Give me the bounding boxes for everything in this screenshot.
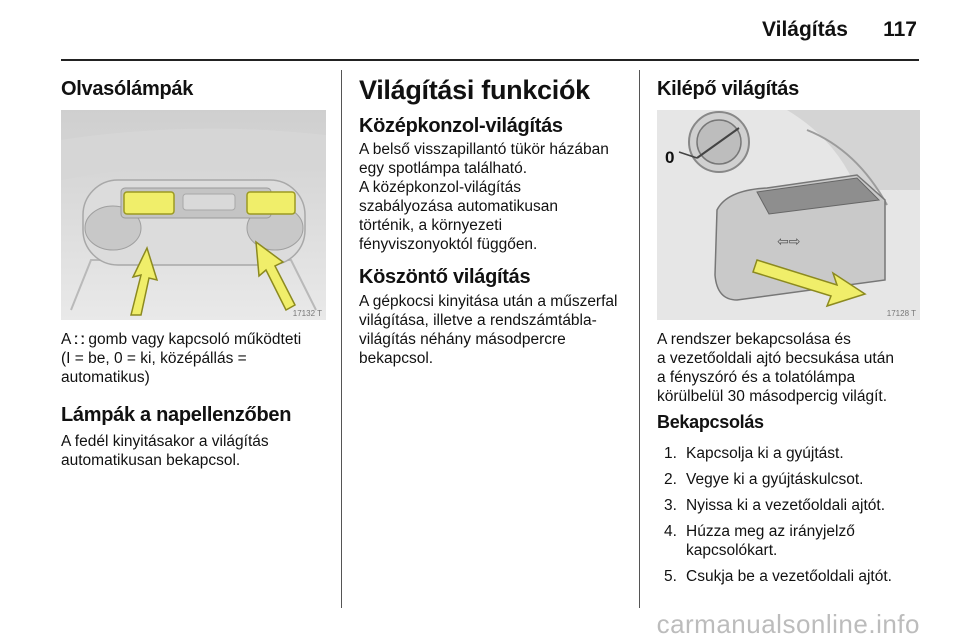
page-number: 117 [883, 18, 917, 41]
exit-lighting-figure [657, 110, 920, 320]
right-lamp-button [247, 192, 295, 214]
lighting-functions-title: Világítási funkciók [359, 75, 590, 105]
svg-text:⇦⇨: ⇦⇨ [777, 234, 801, 250]
list-item: 5. Csukja be a vezetőoldali ajtót. [664, 568, 892, 585]
exit-lighting-heading: Kilépő világítás [657, 78, 799, 100]
reading-lamps-illustration [61, 110, 326, 320]
list-item: 1. Kapcsolja ki a gyújtást. [664, 445, 844, 462]
welcome-lighting-text: A gépkocsi kinyitása után a műszerfal világítása, illetve a rendszámtábla- világítás néhány másodpercre bekapcsol. [359, 293, 618, 367]
section-heading-reading-lamps: Olvasólámpák [61, 78, 194, 100]
reading-lamps-figure [61, 110, 326, 320]
left-column [61, 70, 326, 610]
watermark: carmanualsonline.info [656, 609, 920, 639]
reading-lamps-text: A ⛚ gomb vagy kapcsoló működteti (I = be, 0 = ki, középállás = automatikus) [61, 331, 302, 386]
list-item: 4. Húzza meg az irányjelző kapcsolókart. [664, 523, 855, 559]
activation-steps [664, 444, 920, 593]
console-lighting-heading: Középkonzol-világítás [359, 115, 563, 137]
list-item: 2. Vegye ki a gyújtáskulcsot. [664, 471, 864, 488]
right-column [657, 70, 920, 610]
figure-id: 17132 T [292, 309, 322, 318]
header-rule [61, 59, 919, 61]
figure-id: 17128 T [886, 309, 916, 318]
column-divider [639, 70, 640, 608]
section-heading-sunvisor-lamps: Lámpák a napellenzőben [61, 404, 292, 426]
figure-position-label: 0 [665, 148, 675, 167]
page-title: Világítás [762, 18, 848, 41]
page-header [0, 12, 960, 60]
left-lamp-button [124, 192, 174, 214]
middle-column [359, 70, 629, 610]
activation-heading: Bekapcsolás [657, 412, 764, 432]
exit-lighting-text: A rendszer bekapcsolása és a vezetőoldali ajtó becsukása után a fényszóró és a tolatólámpa körülbelül 30 másodpercig világít. [657, 331, 894, 405]
welcome-lighting-heading: Köszöntő világítás [359, 266, 531, 288]
console-lighting-text: A belső visszapillantó tükör házában egy spotlámpa található. A középkonzol-világítás szabályozása automatikusan történik, a környezeti fényviszonyoktól függően. [359, 141, 609, 253]
indicator-stalk-illustration [657, 110, 920, 320]
sunvisor-lamps-text: A fedél kinyitásakor a világítás automatikusan bekapcsol. [61, 433, 269, 469]
reading-lamp-icon: ⛚ [74, 332, 85, 347]
column-divider [341, 70, 342, 608]
list-item: 3. Nyissa ki a vezetőoldali ajtót. [664, 497, 886, 514]
